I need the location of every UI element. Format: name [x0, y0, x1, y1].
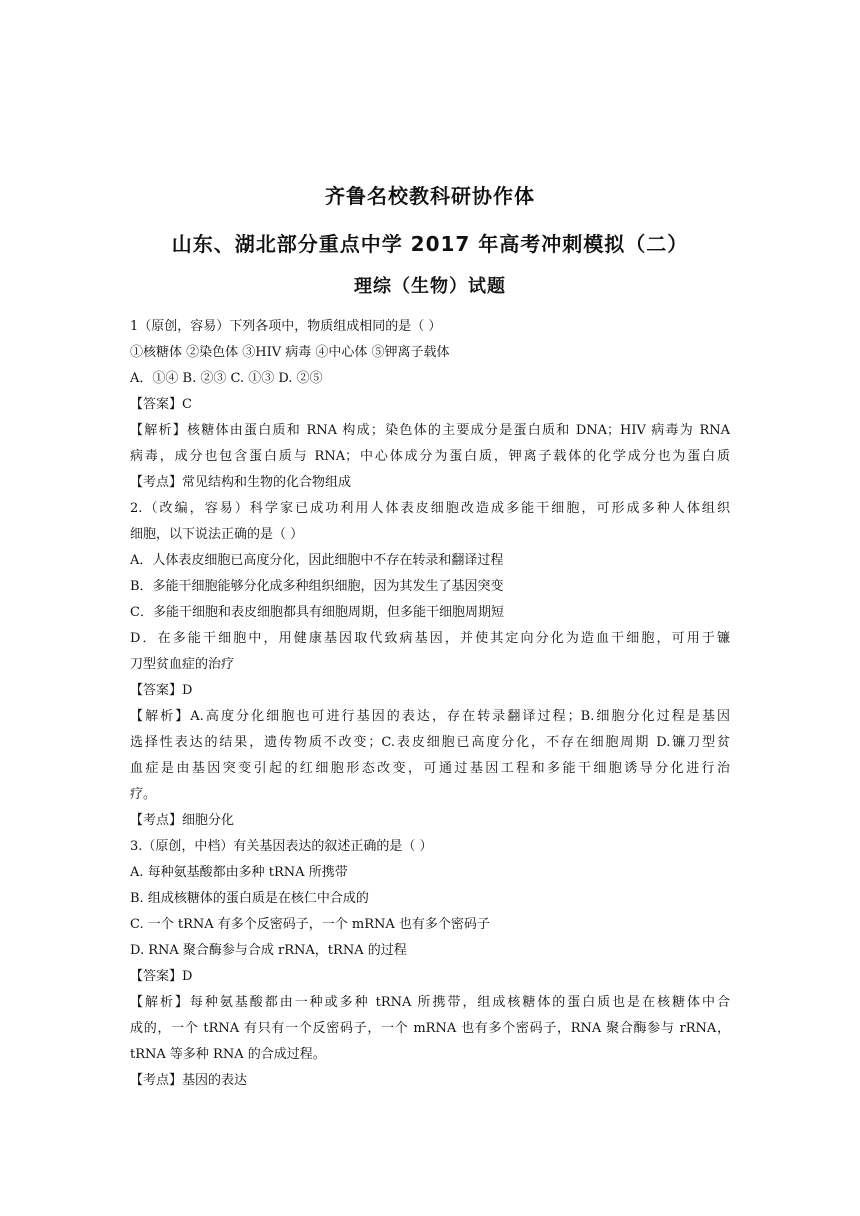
q1-topic: 【考点】常见结构和生物的化合物组成	[130, 475, 352, 490]
q2-option-d-cont: 刀型贫血症的治疗	[130, 657, 235, 672]
q1-answer: 【答案】C	[130, 397, 192, 412]
question-body	[130, 314, 730, 1094]
q2-topic: 【考点】细胞分化	[130, 813, 235, 828]
q1-options: A．①④ B. ②③ C. ①③ D. ②⑤	[130, 371, 323, 386]
q3-analysis-end: tRNA 等多种 RNA 的合成过程。	[130, 1047, 326, 1062]
q1-analysis: 【解析】核糖体由蛋白质和 RNA 构成；染色体的主要成分是蛋白质和 DNA；HIV 病毒为 RNA	[130, 423, 730, 438]
q2-option-c: C．多能干细胞和表皮细胞都具有细胞周期，但多能干细胞周期短	[130, 605, 504, 620]
q2-option-b: B．多能干细胞能够分化成多种组织细胞，因为其发生了基因突变	[130, 579, 504, 594]
q2-option-d: D．在多能干细胞中，用健康基因取代致病基因，并使其定向分化为造血干细胞，可用于镰	[130, 631, 730, 646]
q3-option-c: C. 一个 tRNA 有多个反密码子，一个 mRNA 也有多个密码子	[130, 917, 490, 932]
q1-stem: 1（原创，容易）下列各项中，物质组成相同的是（ ）	[130, 319, 442, 334]
q2-stem-cont: 细胞，以下说法正确的是（ ）	[130, 527, 304, 542]
q1-items: ①核糖体 ②染色体 ③HIV 病毒 ④中心体 ⑤钾离子载体	[130, 345, 450, 360]
q2-analysis-cont: 选择性表达的结果，遗传物质不改变；C.表皮细胞已高度分化，不存在细胞周期 D.镰刀型贫	[130, 735, 730, 750]
q3-analysis: 【解析】每种氨基酸都由一种或多种 tRNA 所携带，组成核糖体的蛋白质也是在核糖体中合	[130, 995, 730, 1010]
q2-answer: 【答案】D	[130, 683, 193, 698]
title-subject: 理综（生物）试题	[354, 276, 506, 297]
title-exam: 山东、湖北部分重点中学 2017 年高考冲刺模拟（二）	[171, 232, 689, 256]
q2-analysis-end: 疗。	[130, 787, 157, 802]
q3-topic: 【考点】基因的表达	[130, 1073, 248, 1088]
q3-answer: 【答案】D	[130, 969, 193, 984]
q3-option-b: B. 组成核糖体的蛋白质是在核仁中合成的	[130, 891, 369, 906]
q3-analysis-cont: 成的，一个 tRNA 有只有一个反密码子，一个 mRNA 也有多个密码子，RNA 聚合酶参与 rRNA，	[130, 1021, 730, 1036]
q2-analysis-cont: 血症是由基因突变引起的红细胞形态改变，可通过基因工程和多能干细胞诱导分化进行治	[130, 761, 730, 776]
q2-analysis: 【解析】A.高度分化细胞也可进行基因的表达，存在转录翻译过程；B.细胞分化过程是基因	[130, 709, 730, 724]
q1-analysis-cont: 病毒，成分也包含蛋白质与 RNA；中心体成分为蛋白质，钾离子载体的化学成分也为蛋白质	[130, 449, 730, 464]
q2-option-a: A．人体表皮细胞已高度分化，因此细胞中不存在转录和翻译过程	[130, 553, 504, 568]
title-collaboration: 齐鲁名校教科研协作体	[325, 184, 535, 208]
q3-option-a: A. 每种氨基酸都由多种 tRNA 所携带	[130, 865, 348, 880]
q2-stem: 2.（改编，容易）科学家已成功利用人体表皮细胞改造成多能干细胞，可形成多种人体组织	[130, 501, 730, 516]
q3-stem: 3.（原创，中档）有关基因表达的叙述正确的是（ ）	[130, 839, 433, 854]
q3-option-d: D. RNA 聚合酶参与合成 rRNA，tRNA 的过程	[130, 943, 407, 958]
